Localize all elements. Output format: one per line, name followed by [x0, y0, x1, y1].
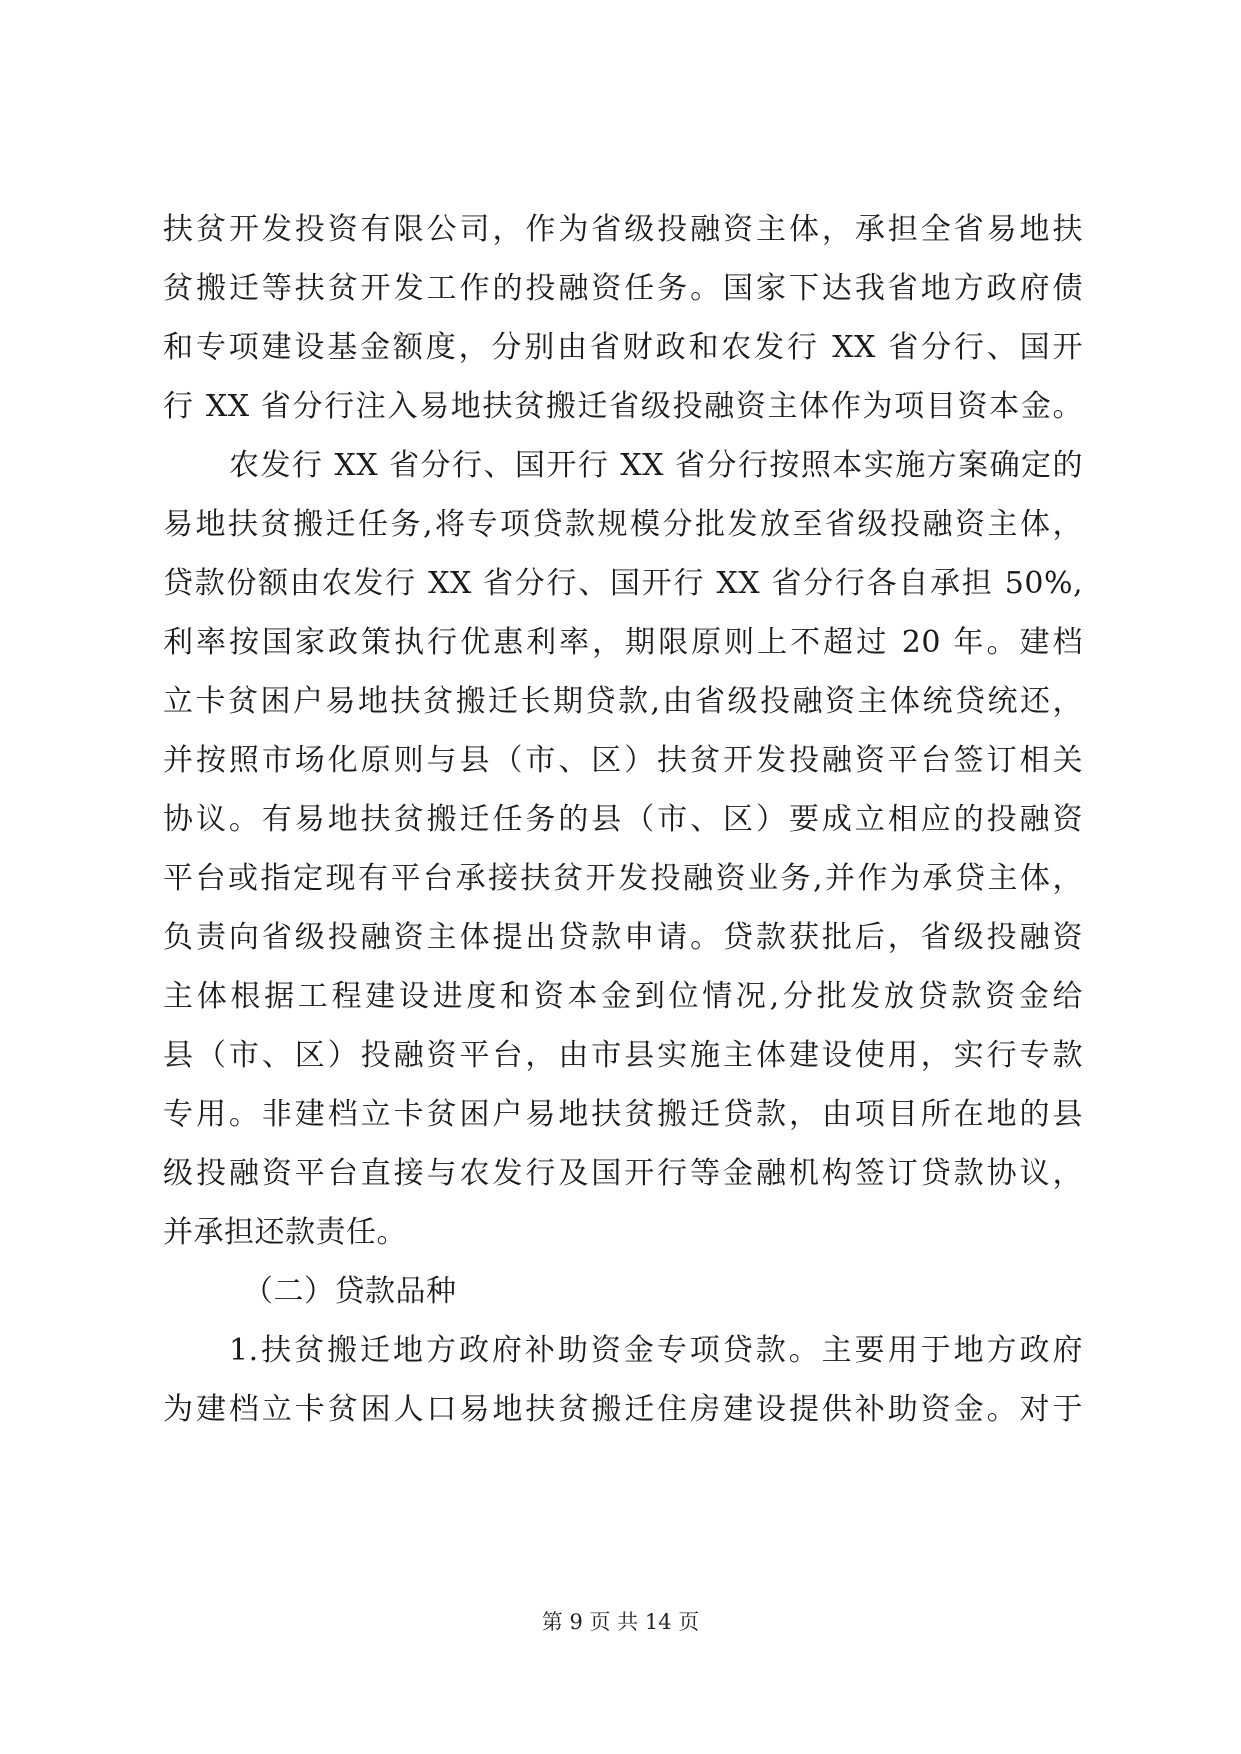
text-line: 负责向省级投融资主体提出贷款申请。贷款获批后，省级投融资: [163, 920, 1083, 955]
text-line: 利率按国家政策执行优惠利率，期限原则上不超过 20 年。建档: [163, 625, 1083, 660]
text-line: 专用。非建档立卡贫困户易地扶贫搬迁贷款，由项目所在地的县: [163, 1097, 1083, 1132]
text-line: 县（市、区）投融资平台，由市县实施主体建设使用，实行专款: [163, 1038, 1083, 1073]
text-line: 协议。有易地扶贫搬迁任务的县（市、区）要成立相应的投融资: [163, 802, 1083, 837]
text-line: 农发行 XX 省分行、国开行 XX 省分行按照本实施方案确定的: [229, 448, 1083, 483]
paragraph: [163, 1321, 1083, 1439]
text-line: 主体根据工程建设进度和资本金到位情况,分批发放贷款资金给: [163, 979, 1083, 1014]
document-body: [163, 200, 1083, 1439]
text-line: 贫搬迁等扶贫开发工作的投融资任务。国家下达我省地方政府债: [163, 271, 1083, 306]
section-heading: [163, 1262, 1083, 1321]
text-line: 易地扶贫搬迁任务,将专项贷款规模分批发放至省级投融资主体，: [163, 507, 1083, 542]
text-line: 扶贫开发投资有限公司，作为省级投融资主体，承担全省易地扶: [163, 212, 1083, 247]
paragraph: [163, 200, 1083, 436]
paragraph: [163, 436, 1083, 1262]
text-line: 为建档立卡贫困人口易地扶贫搬迁住房建设提供补助资金。对于: [163, 1392, 1083, 1427]
text-line: 和专项建设基金额度，分别由省财政和农发行 XX 省分行、国开: [163, 330, 1083, 365]
text-line: 级投融资平台直接与农发行及国开行等金融机构签订贷款协议，: [163, 1156, 1083, 1191]
text-line: 并承担还款责任。: [163, 1215, 407, 1250]
page-footer: [0, 1606, 1241, 1636]
text-line: 平台或指定现有平台承接扶贫开发投融资业务,并作为承贷主体，: [163, 861, 1083, 896]
text-line: 贷款份额由农发行 XX 省分行、国开行 XX 省分行各自承担 50%,: [163, 566, 1083, 601]
text-line: 1.扶贫搬迁地方政府补助资金专项贷款。主要用于地方政府: [229, 1333, 1083, 1368]
heading-text: （二）贷款品种: [243, 1274, 457, 1309]
text-line: 行 XX 省分行注入易地扶贫搬迁省级投融资主体作为项目资本金。: [163, 389, 1083, 424]
page-number-label: 第 9 页 共 14 页: [541, 1610, 700, 1634]
text-line: 并按照市场化原则与县（市、区）扶贫开发投融资平台签订相关: [163, 743, 1083, 778]
text-line: 立卡贫困户易地扶贫搬迁长期贷款,由省级投融资主体统贷统还，: [163, 684, 1083, 719]
